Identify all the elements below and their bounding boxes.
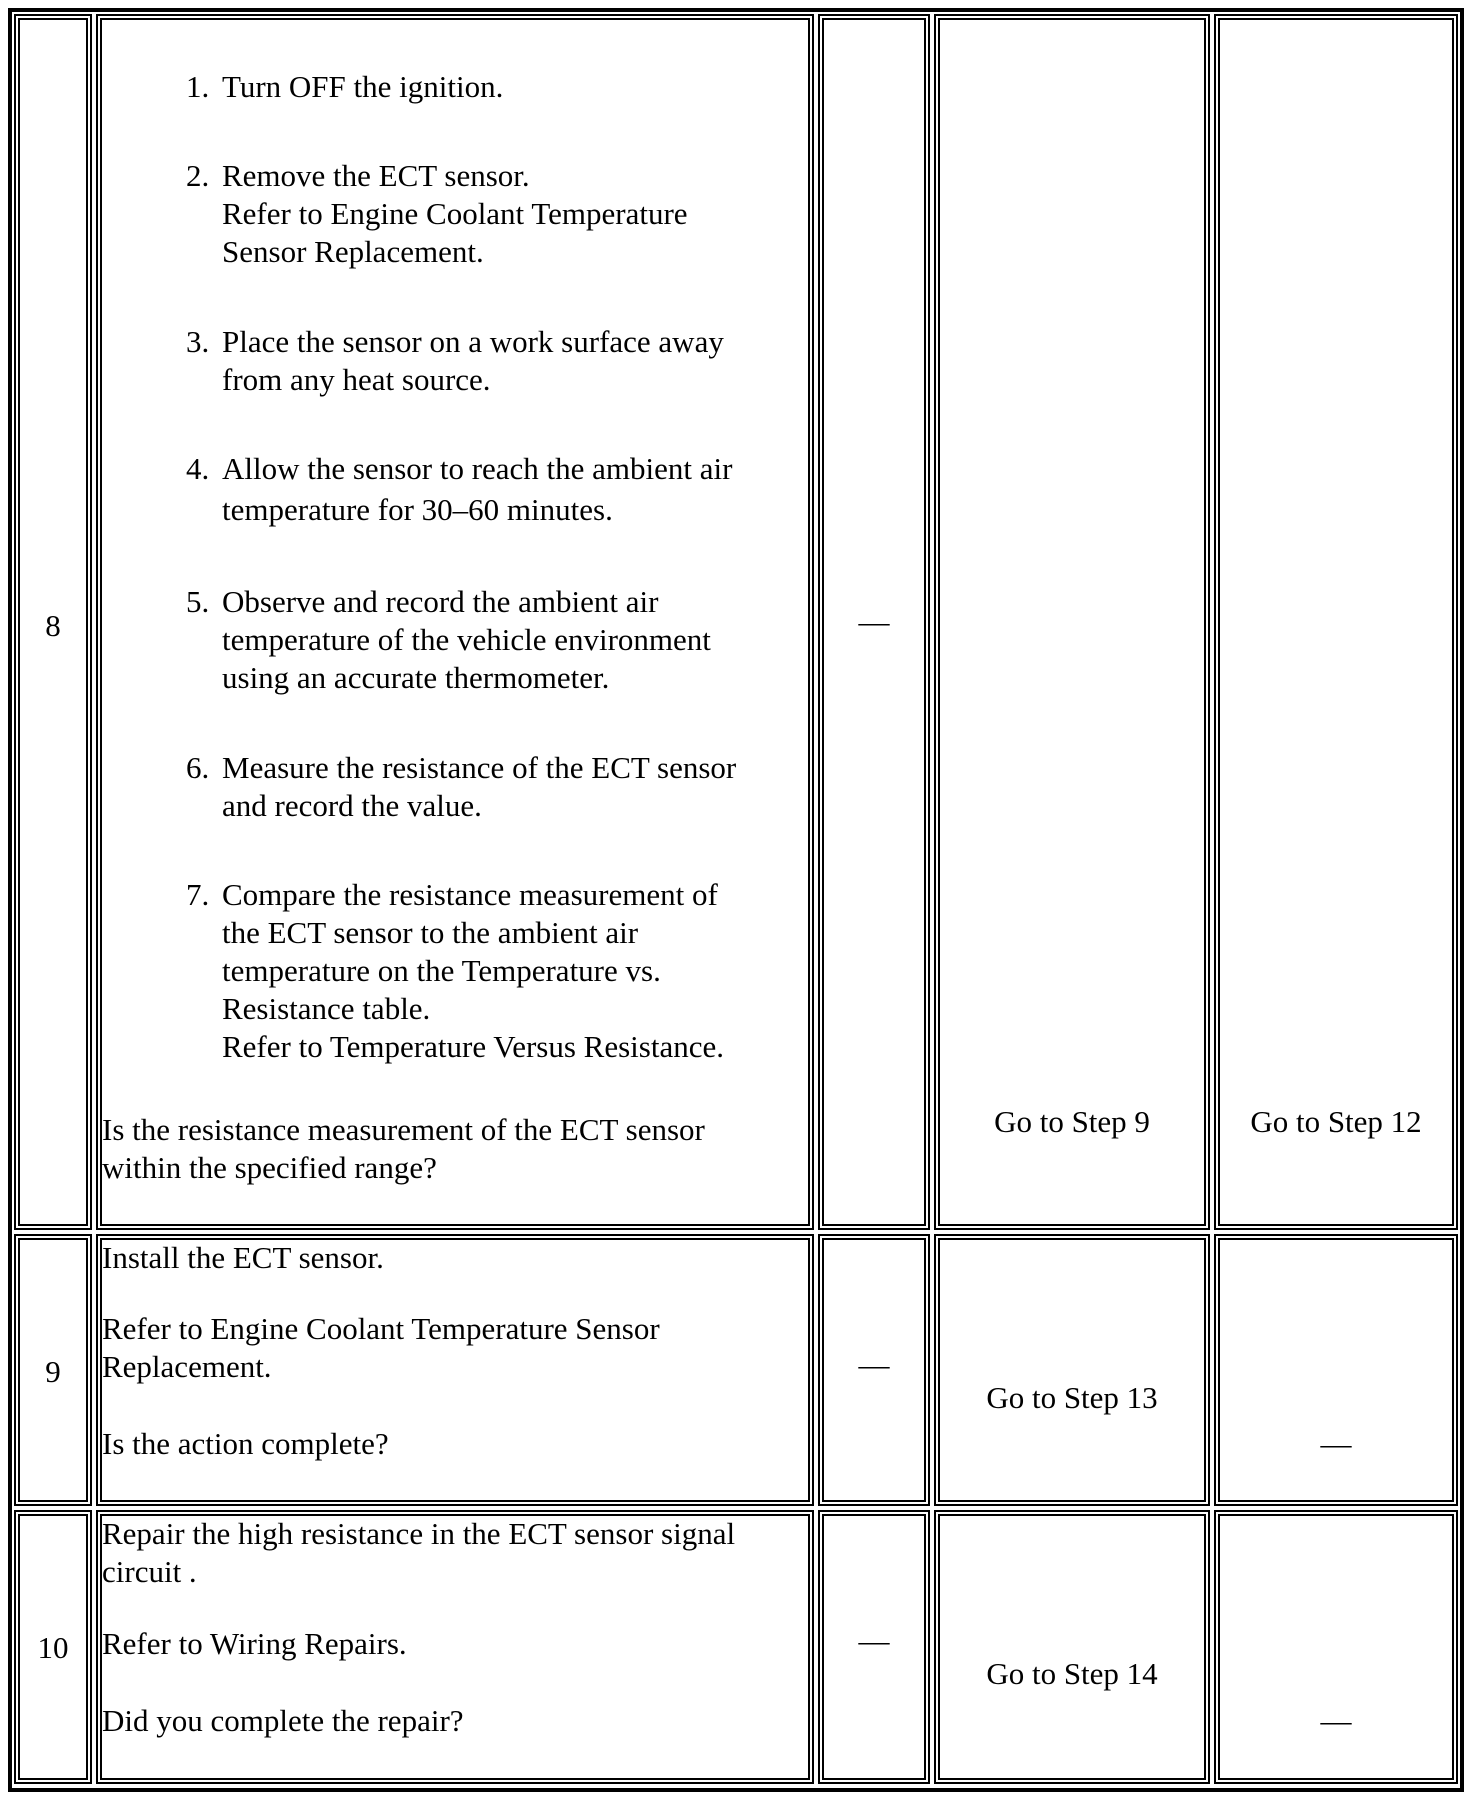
action-text: Replacement. — [102, 1349, 272, 1384]
list-item-text: temperature on the Temperature vs. — [222, 953, 661, 988]
list-item-text: Turn OFF the ignition. — [222, 69, 504, 104]
question-text: Did you complete the repair? — [102, 1703, 464, 1738]
list-item-text: from any heat source. — [222, 362, 491, 397]
yes-action: Go to Step 9 — [994, 1104, 1150, 1139]
no-action: — — [1320, 1703, 1352, 1738]
value-dash: — — [858, 1623, 890, 1658]
list-item-text: and record the value. — [222, 788, 482, 823]
list-item-number: 2. — [186, 158, 210, 193]
row9-no-cell — [1214, 1234, 1458, 1506]
action-text: circuit . — [102, 1554, 197, 1589]
list-item-number: 3. — [186, 324, 210, 359]
no-action: — — [1320, 1426, 1352, 1461]
list-item-number: 7. — [186, 877, 210, 912]
question-text: within the specified range? — [102, 1150, 437, 1185]
action-text: Refer to Engine Coolant Temperature Sensor — [102, 1311, 660, 1346]
list-item-text: Refer to Temperature Versus Resistance. — [222, 1029, 724, 1064]
row9-yes-cell — [934, 1234, 1210, 1506]
list-item-text: Observe and record the ambient air — [222, 584, 659, 619]
row10-yes-cell — [934, 1510, 1210, 1784]
yes-action: Go to Step 14 — [986, 1656, 1158, 1691]
action-text: Repair the high resistance in the ECT sensor signal — [102, 1516, 736, 1551]
no-action: Go to Step 12 — [1250, 1104, 1422, 1139]
list-item-number: 5. — [186, 584, 210, 619]
list-item-number: 4. — [186, 451, 210, 486]
list-item-text: temperature for 30–60 minutes. — [222, 492, 613, 527]
list-item-text: using an accurate thermometer. — [222, 660, 610, 695]
step-number: 9 — [45, 1354, 61, 1389]
row10-no-cell — [1214, 1510, 1458, 1784]
action-text: Refer to Wiring Repairs. — [102, 1626, 407, 1661]
row8-yes-cell — [934, 14, 1210, 1230]
value-dash: — — [858, 1347, 890, 1382]
list-item-text: Place the sensor on a work surface away — [222, 324, 724, 359]
list-item-text: Compare the resistance measurement of — [222, 877, 718, 912]
action-text: Install the ECT sensor. — [102, 1240, 384, 1275]
list-item-text: the ECT sensor to the ambient air — [222, 915, 639, 950]
step-number: 10 — [37, 1630, 69, 1665]
list-item-number: 1. — [186, 69, 210, 104]
list-item-text: Resistance table. — [222, 991, 431, 1026]
question-text: Is the resistance measurement of the ECT sensor — [102, 1112, 705, 1147]
value-dash: — — [858, 604, 890, 639]
step-number: 8 — [45, 608, 61, 643]
list-item-text: Refer to Engine Coolant Temperature — [222, 196, 688, 231]
yes-action: Go to Step 13 — [986, 1380, 1158, 1415]
list-item-text: Remove the ECT sensor. — [222, 158, 530, 193]
list-item-text: Measure the resistance of the ECT sensor — [222, 750, 737, 785]
list-item-text: Allow the sensor to reach the ambient air — [222, 451, 733, 486]
question-text: Is the action complete? — [102, 1426, 389, 1461]
list-item-text: temperature of the vehicle environment — [222, 622, 711, 657]
row8-no-cell — [1214, 14, 1458, 1230]
list-item-number: 6. — [186, 750, 210, 785]
list-item-text: Sensor Replacement. — [222, 234, 484, 269]
